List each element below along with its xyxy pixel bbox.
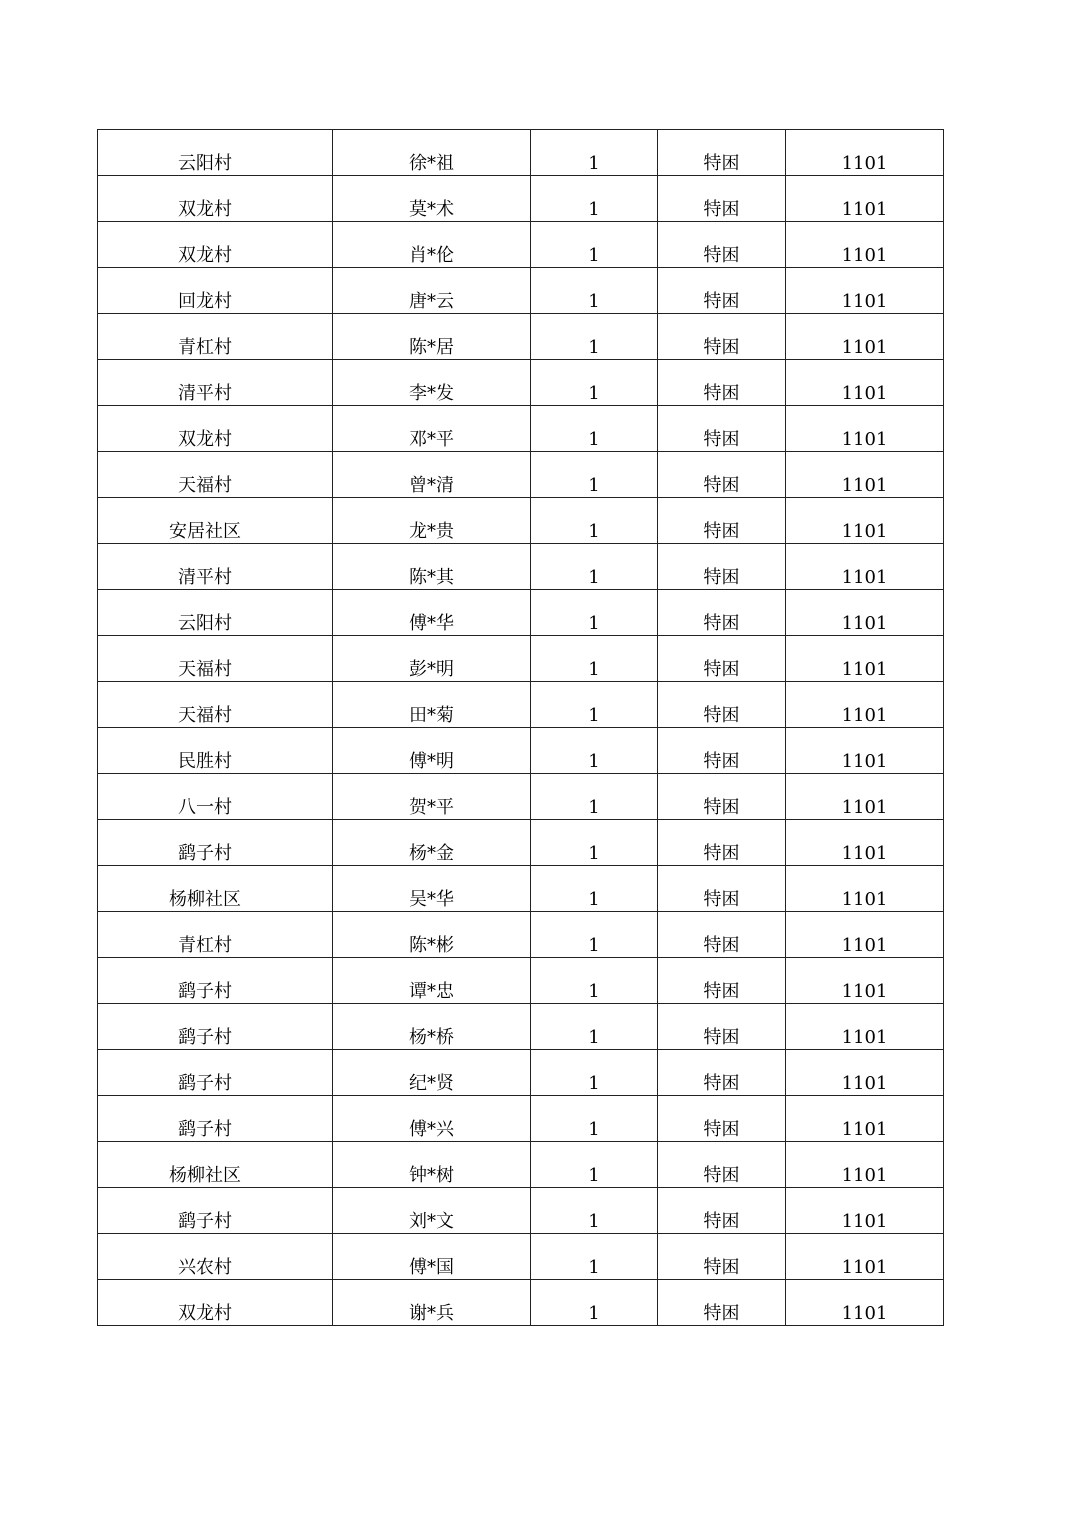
count-cell	[531, 1280, 658, 1326]
category-text: 特困	[703, 1303, 740, 1324]
village-text: 青杠村	[178, 337, 232, 358]
name-text: 龙*贵	[409, 521, 454, 542]
code-cell	[786, 1280, 944, 1326]
name-cell	[333, 1050, 531, 1096]
category-cell	[658, 590, 786, 636]
village-cell	[98, 176, 333, 222]
category-cell	[658, 176, 786, 222]
table-row	[98, 130, 944, 176]
village-text: 天福村	[178, 705, 232, 726]
code-text: 1101	[841, 613, 888, 634]
name-text: 杨*桥	[409, 1027, 454, 1048]
name-text: 徐*祖	[409, 153, 454, 174]
village-text: 青杠村	[178, 935, 232, 956]
name-cell	[333, 1234, 531, 1280]
code-text: 1101	[841, 1027, 888, 1048]
category-text: 特困	[703, 797, 740, 818]
count-cell	[531, 268, 658, 314]
name-text: 唐*云	[409, 291, 454, 312]
code-cell	[786, 774, 944, 820]
code-text: 1101	[841, 567, 888, 588]
category-cell	[658, 268, 786, 314]
name-cell	[333, 1280, 531, 1326]
table-row	[98, 820, 944, 866]
category-text: 特困	[703, 981, 740, 1002]
code-cell	[786, 1050, 944, 1096]
table-row	[98, 314, 944, 360]
code-text: 1101	[841, 1211, 888, 1232]
count-cell	[531, 1234, 658, 1280]
count-text: 1	[588, 383, 600, 404]
code-text: 1101	[841, 1073, 888, 1094]
code-text: 1101	[841, 797, 888, 818]
village-text: 清平村	[178, 383, 232, 404]
table-row	[98, 636, 944, 682]
code-text: 1101	[841, 475, 888, 496]
code-cell	[786, 268, 944, 314]
count-cell	[531, 1188, 658, 1234]
village-cell	[98, 222, 333, 268]
code-text: 1101	[841, 935, 888, 956]
village-cell	[98, 406, 333, 452]
village-text: 八一村	[178, 797, 232, 818]
count-cell	[531, 1096, 658, 1142]
count-cell	[531, 590, 658, 636]
village-text: 鹞子村	[178, 1073, 232, 1094]
name-text: 傅*国	[409, 1257, 454, 1278]
village-text: 清平村	[178, 567, 232, 588]
name-text: 傅*明	[409, 751, 454, 772]
code-cell	[786, 728, 944, 774]
count-text: 1	[588, 1211, 600, 1232]
code-text: 1101	[841, 383, 888, 404]
name-text: 曾*清	[409, 475, 454, 496]
table-row	[98, 1096, 944, 1142]
table-row	[98, 1234, 944, 1280]
village-cell	[98, 544, 333, 590]
category-text: 特困	[703, 153, 740, 174]
name-cell	[333, 1004, 531, 1050]
village-cell	[98, 590, 333, 636]
count-cell	[531, 682, 658, 728]
category-text: 特困	[703, 1211, 740, 1232]
category-text: 特困	[703, 659, 740, 680]
code-text: 1101	[841, 981, 888, 1002]
village-text: 杨柳社区	[169, 1165, 241, 1186]
name-text: 傅*华	[409, 613, 454, 634]
name-text: 谢*兵	[409, 1303, 454, 1324]
count-text: 1	[588, 1303, 600, 1324]
count-cell	[531, 1004, 658, 1050]
category-cell	[658, 728, 786, 774]
count-text: 1	[588, 889, 600, 910]
name-cell	[333, 268, 531, 314]
category-cell	[658, 544, 786, 590]
code-text: 1101	[841, 1119, 888, 1140]
category-text: 特困	[703, 1119, 740, 1140]
table-row	[98, 498, 944, 544]
code-cell	[786, 866, 944, 912]
name-text: 肖*伦	[409, 245, 454, 266]
table-row	[98, 774, 944, 820]
count-cell	[531, 1142, 658, 1188]
village-cell	[98, 1096, 333, 1142]
village-text: 鹞子村	[178, 1211, 232, 1232]
category-cell	[658, 1188, 786, 1234]
category-text: 特困	[703, 475, 740, 496]
category-cell	[658, 1234, 786, 1280]
table-row	[98, 728, 944, 774]
count-text: 1	[588, 1073, 600, 1094]
table-row	[98, 406, 944, 452]
count-text: 1	[588, 935, 600, 956]
count-cell	[531, 958, 658, 1004]
name-cell	[333, 636, 531, 682]
count-text: 1	[588, 337, 600, 358]
name-cell	[333, 498, 531, 544]
count-text: 1	[588, 659, 600, 680]
count-text: 1	[588, 751, 600, 772]
category-text: 特困	[703, 1257, 740, 1278]
category-cell	[658, 1142, 786, 1188]
category-text: 特困	[703, 429, 740, 450]
count-text: 1	[588, 199, 600, 220]
code-cell	[786, 406, 944, 452]
table-row	[98, 866, 944, 912]
count-text: 1	[588, 843, 600, 864]
count-text: 1	[588, 1119, 600, 1140]
count-cell	[531, 912, 658, 958]
village-cell	[98, 360, 333, 406]
table-row	[98, 590, 944, 636]
category-text: 特困	[703, 935, 740, 956]
code-cell	[786, 360, 944, 406]
code-text: 1101	[841, 1303, 888, 1324]
category-text: 特困	[703, 705, 740, 726]
village-text: 云阳村	[178, 613, 232, 634]
code-cell	[786, 636, 944, 682]
name-cell	[333, 774, 531, 820]
name-text: 贺*平	[409, 797, 454, 818]
code-text: 1101	[841, 429, 888, 450]
name-text: 杨*金	[409, 843, 454, 864]
code-text: 1101	[841, 337, 888, 358]
count-cell	[531, 866, 658, 912]
code-cell	[786, 1188, 944, 1234]
category-text: 特困	[703, 245, 740, 266]
table-row	[98, 1004, 944, 1050]
count-text: 1	[588, 1257, 600, 1278]
village-cell	[98, 774, 333, 820]
village-text: 双龙村	[178, 1303, 232, 1324]
code-cell	[786, 498, 944, 544]
count-text: 1	[588, 1165, 600, 1186]
name-cell	[333, 544, 531, 590]
village-text: 回龙村	[178, 291, 232, 312]
village-cell	[98, 1188, 333, 1234]
name-cell	[333, 912, 531, 958]
category-cell	[658, 452, 786, 498]
name-text: 陈*居	[409, 337, 454, 358]
code-cell	[786, 958, 944, 1004]
name-cell	[333, 130, 531, 176]
village-cell	[98, 1234, 333, 1280]
village-cell	[98, 268, 333, 314]
village-text: 安居社区	[169, 521, 241, 542]
count-text: 1	[588, 245, 600, 266]
village-text: 双龙村	[178, 199, 232, 220]
table-row	[98, 1188, 944, 1234]
village-text: 双龙村	[178, 245, 232, 266]
count-cell	[531, 728, 658, 774]
table-row	[98, 222, 944, 268]
name-text: 陈*其	[409, 567, 454, 588]
village-cell	[98, 1142, 333, 1188]
name-cell	[333, 452, 531, 498]
count-text: 1	[588, 429, 600, 450]
name-cell	[333, 406, 531, 452]
count-text: 1	[588, 797, 600, 818]
category-cell	[658, 958, 786, 1004]
category-cell	[658, 314, 786, 360]
count-text: 1	[588, 981, 600, 1002]
category-text: 特困	[703, 337, 740, 358]
category-text: 特困	[703, 1165, 740, 1186]
village-cell	[98, 314, 333, 360]
name-cell	[333, 176, 531, 222]
category-cell	[658, 360, 786, 406]
table-body	[98, 130, 944, 1326]
code-cell	[786, 1142, 944, 1188]
name-cell	[333, 728, 531, 774]
table-row	[98, 958, 944, 1004]
category-text: 特困	[703, 383, 740, 404]
village-cell	[98, 820, 333, 866]
code-text: 1101	[841, 889, 888, 910]
village-text: 天福村	[178, 659, 232, 680]
category-cell	[658, 498, 786, 544]
table-row	[98, 1050, 944, 1096]
count-text: 1	[588, 705, 600, 726]
code-text: 1101	[841, 1165, 888, 1186]
table-row	[98, 1142, 944, 1188]
name-text: 彭*明	[409, 659, 454, 680]
name-text: 陈*彬	[409, 935, 454, 956]
count-cell	[531, 544, 658, 590]
table-row	[98, 452, 944, 498]
category-text: 特困	[703, 1073, 740, 1094]
count-cell	[531, 130, 658, 176]
village-text: 双龙村	[178, 429, 232, 450]
name-text: 傅*兴	[409, 1119, 454, 1140]
name-cell	[333, 360, 531, 406]
village-cell	[98, 912, 333, 958]
name-cell	[333, 958, 531, 1004]
name-cell	[333, 314, 531, 360]
name-cell	[333, 682, 531, 728]
count-text: 1	[588, 1027, 600, 1048]
village-text: 兴农村	[178, 1257, 232, 1278]
village-text: 民胜村	[178, 751, 232, 772]
code-text: 1101	[841, 291, 888, 312]
village-text: 杨柳社区	[169, 889, 241, 910]
count-text: 1	[588, 475, 600, 496]
category-cell	[658, 1096, 786, 1142]
code-cell	[786, 590, 944, 636]
category-cell	[658, 222, 786, 268]
category-cell	[658, 820, 786, 866]
village-cell	[98, 866, 333, 912]
count-cell	[531, 452, 658, 498]
code-text: 1101	[841, 521, 888, 542]
category-cell	[658, 1050, 786, 1096]
name-cell	[333, 222, 531, 268]
category-cell	[658, 1004, 786, 1050]
count-text: 1	[588, 613, 600, 634]
table-row	[98, 360, 944, 406]
name-cell	[333, 1142, 531, 1188]
village-cell	[98, 452, 333, 498]
village-text: 鹞子村	[178, 981, 232, 1002]
table-row	[98, 1280, 944, 1326]
category-text: 特困	[703, 1027, 740, 1048]
code-cell	[786, 1096, 944, 1142]
category-cell	[658, 130, 786, 176]
code-cell	[786, 130, 944, 176]
relief-recipient-table	[97, 129, 944, 1326]
code-cell	[786, 176, 944, 222]
name-cell	[333, 866, 531, 912]
name-text: 谭*忠	[409, 981, 454, 1002]
village-cell	[98, 1280, 333, 1326]
code-cell	[786, 682, 944, 728]
category-text: 特困	[703, 751, 740, 772]
code-text: 1101	[841, 751, 888, 772]
village-cell	[98, 498, 333, 544]
category-cell	[658, 682, 786, 728]
category-cell	[658, 866, 786, 912]
name-text: 吴*华	[409, 889, 454, 910]
code-text: 1101	[841, 245, 888, 266]
name-cell	[333, 1096, 531, 1142]
code-cell	[786, 1234, 944, 1280]
category-text: 特困	[703, 567, 740, 588]
table-row	[98, 544, 944, 590]
code-text: 1101	[841, 199, 888, 220]
village-text: 鹞子村	[178, 1119, 232, 1140]
name-cell	[333, 820, 531, 866]
code-cell	[786, 912, 944, 958]
code-text: 1101	[841, 843, 888, 864]
category-text: 特困	[703, 613, 740, 634]
name-text: 田*菊	[409, 705, 454, 726]
name-text: 纪*贤	[409, 1073, 454, 1094]
count-text: 1	[588, 153, 600, 174]
village-text: 鹞子村	[178, 843, 232, 864]
category-text: 特困	[703, 291, 740, 312]
count-cell	[531, 222, 658, 268]
name-text: 刘*文	[409, 1211, 454, 1232]
count-cell	[531, 176, 658, 222]
table-row	[98, 912, 944, 958]
village-text: 云阳村	[178, 153, 232, 174]
village-cell	[98, 130, 333, 176]
name-text: 莫*术	[409, 199, 454, 220]
category-cell	[658, 406, 786, 452]
code-text: 1101	[841, 659, 888, 680]
category-text: 特困	[703, 521, 740, 542]
count-cell	[531, 498, 658, 544]
village-cell	[98, 728, 333, 774]
name-cell	[333, 1188, 531, 1234]
name-text: 李*发	[409, 383, 454, 404]
code-cell	[786, 452, 944, 498]
code-cell	[786, 544, 944, 590]
village-cell	[98, 1050, 333, 1096]
category-text: 特困	[703, 843, 740, 864]
count-cell	[531, 314, 658, 360]
category-text: 特困	[703, 889, 740, 910]
table-row	[98, 268, 944, 314]
code-cell	[786, 1004, 944, 1050]
village-cell	[98, 636, 333, 682]
code-cell	[786, 314, 944, 360]
name-text: 钟*树	[409, 1165, 454, 1186]
count-text: 1	[588, 291, 600, 312]
code-text: 1101	[841, 705, 888, 726]
count-cell	[531, 820, 658, 866]
code-text: 1101	[841, 153, 888, 174]
table-row	[98, 176, 944, 222]
code-cell	[786, 820, 944, 866]
count-text: 1	[588, 567, 600, 588]
table-row	[98, 682, 944, 728]
code-cell	[786, 222, 944, 268]
count-cell	[531, 774, 658, 820]
category-text: 特困	[703, 199, 740, 220]
count-cell	[531, 1050, 658, 1096]
count-cell	[531, 360, 658, 406]
code-text: 1101	[841, 1257, 888, 1278]
name-text: 邓*平	[409, 429, 454, 450]
village-cell	[98, 1004, 333, 1050]
count-text: 1	[588, 521, 600, 542]
count-cell	[531, 636, 658, 682]
category-cell	[658, 636, 786, 682]
category-cell	[658, 774, 786, 820]
category-cell	[658, 912, 786, 958]
village-text: 鹞子村	[178, 1027, 232, 1048]
category-cell	[658, 1280, 786, 1326]
count-cell	[531, 406, 658, 452]
village-cell	[98, 958, 333, 1004]
village-text: 天福村	[178, 475, 232, 496]
village-cell	[98, 682, 333, 728]
name-cell	[333, 590, 531, 636]
